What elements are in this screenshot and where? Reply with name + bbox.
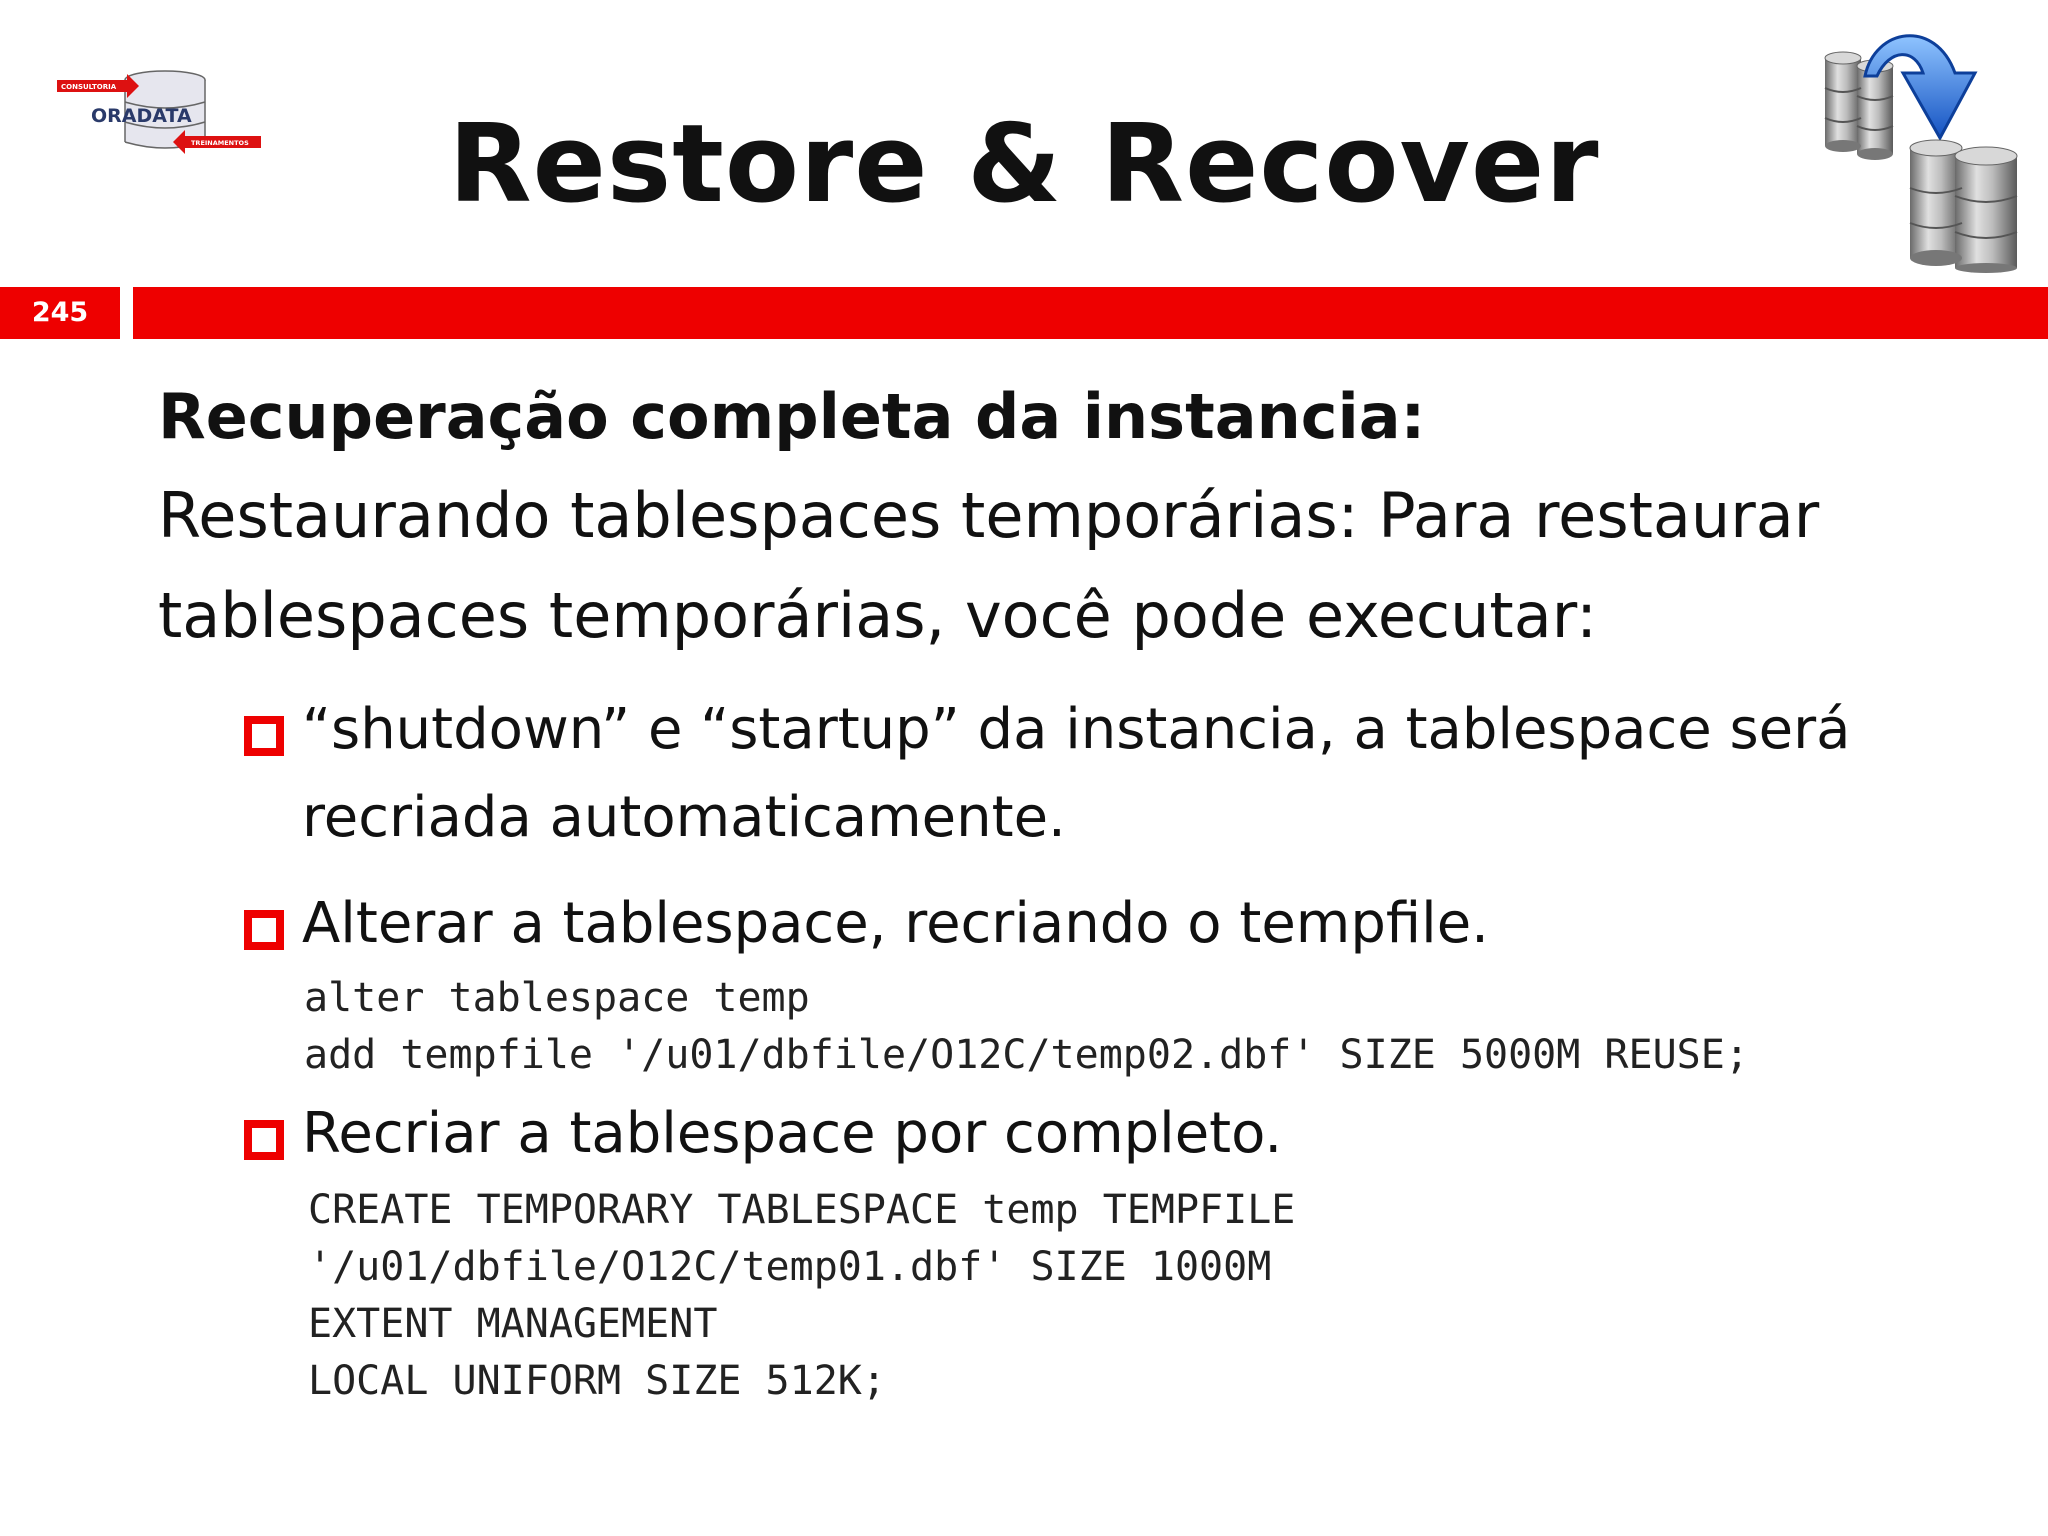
- code-line: '/u01/dbfile/O12C/temp01.dbf' SIZE 1000M: [308, 1244, 1272, 1291]
- code-line: LOCAL UNIFORM SIZE 512K;: [308, 1358, 886, 1405]
- bullet-item: [302, 1090, 1958, 1178]
- slide-number: 245: [0, 287, 120, 339]
- code-block-create: [308, 1182, 1958, 1410]
- database-restore-icon: [1815, 18, 2030, 273]
- slide-content: [158, 380, 1958, 1410]
- logo-brand: ORADATA: [91, 105, 192, 127]
- square-bullet-icon: [244, 716, 284, 756]
- bullet-item: [302, 880, 1958, 968]
- logo-bottom-text: TREINAMENTOS: [191, 139, 249, 147]
- code-line: add tempfile '/u01/dbfile/O12C/temp02.dbf' SIZE 5000M REUSE;: [304, 1032, 1749, 1079]
- slide-title: Restore & Recover: [448, 102, 1600, 227]
- square-bullet-icon: [244, 910, 284, 950]
- code-block-alter: [304, 970, 1958, 1084]
- bullet-line: Recriar a tablespace por completo.: [302, 1101, 1283, 1167]
- intro-line-1: Restaurando tablespaces temporárias: Para restaurar: [158, 479, 1820, 553]
- bullet-line: Alterar a tablespace, recriando o tempfile.: [302, 891, 1489, 957]
- bullet-item: [302, 686, 1958, 862]
- code-line: EXTENT MANAGEMENT: [308, 1301, 718, 1348]
- square-bullet-icon: [244, 1120, 284, 1160]
- intro-paragraph: [158, 466, 1958, 666]
- logo-top-text: CONSULTORIA: [61, 83, 117, 91]
- bullet-line: “shutdown” e “startup” da instancia, a tablespace será: [302, 697, 1851, 763]
- bullet-line: recriada automaticamente.: [302, 785, 1066, 851]
- intro-line-2: tablespaces temporárias, você pode executar:: [158, 579, 1597, 653]
- header-divider-bar: [133, 287, 2048, 339]
- section-heading: Recuperação completa da instancia:: [158, 380, 1426, 453]
- code-line: CREATE TEMPORARY TABLESPACE temp TEMPFILE: [308, 1187, 1296, 1234]
- code-line: alter tablespace temp: [304, 975, 810, 1022]
